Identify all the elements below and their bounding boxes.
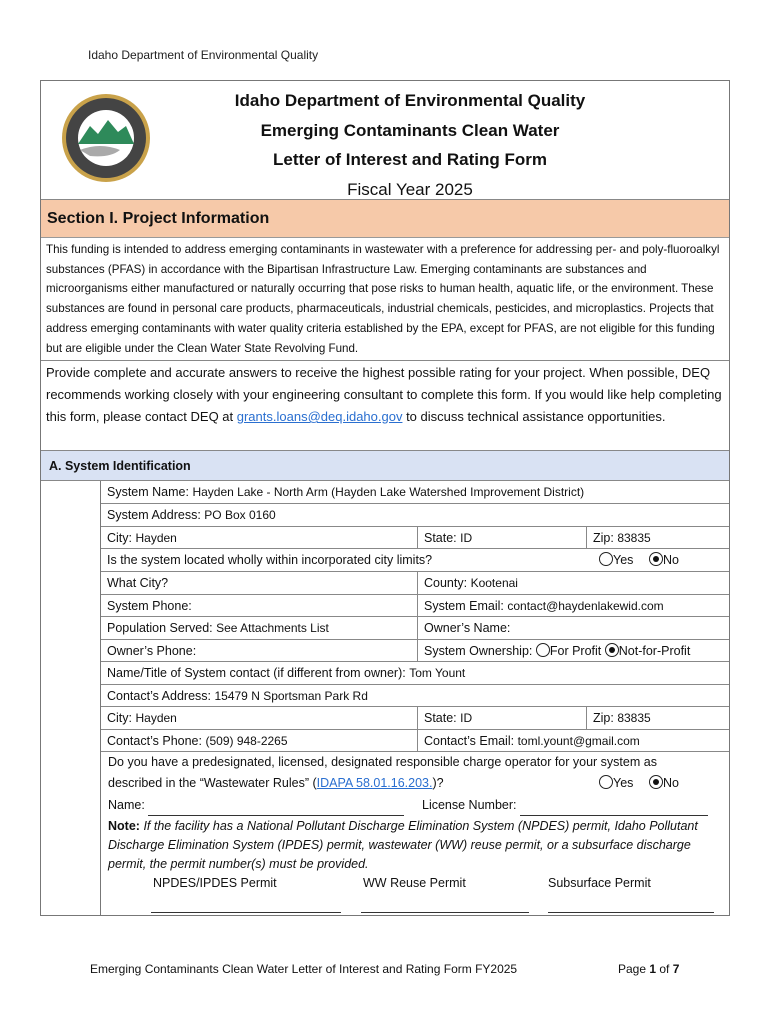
label: Population Served: bbox=[107, 621, 213, 635]
for-profit-radio[interactable] bbox=[536, 644, 601, 658]
label: System Ownership: bbox=[424, 644, 533, 658]
county-field[interactable]: Kootenai bbox=[470, 576, 518, 590]
section-a-header: A. System Identification bbox=[41, 450, 729, 481]
radio-icon[interactable] bbox=[599, 552, 613, 566]
contact-address-row bbox=[101, 685, 729, 707]
subsurface-permit-field[interactable] bbox=[548, 900, 714, 913]
owner-phone-field[interactable]: Owner’s Phone: bbox=[107, 644, 197, 658]
incorporated-yes-radio[interactable] bbox=[599, 549, 633, 571]
permit-note bbox=[108, 817, 728, 874]
label: )? bbox=[432, 776, 444, 790]
npdes-permit-field[interactable] bbox=[151, 900, 341, 913]
system-name-row bbox=[101, 481, 729, 504]
label: Page bbox=[618, 962, 650, 976]
label: Name: bbox=[108, 798, 145, 812]
page-number bbox=[618, 962, 679, 976]
label: City: bbox=[107, 711, 132, 725]
label: State: bbox=[424, 531, 457, 545]
label: Contact’s Email: bbox=[424, 734, 515, 748]
footer-title: Emerging Contaminants Clean Water Letter of Interest and Rating Form FY2025 bbox=[90, 962, 518, 976]
contact-city-field[interactable]: Hayden bbox=[135, 711, 177, 725]
label: of bbox=[656, 962, 673, 976]
label: Contact’s Phone: bbox=[107, 734, 202, 748]
radio-selected-icon[interactable] bbox=[649, 552, 663, 566]
license-number-field[interactable] bbox=[520, 803, 708, 816]
contact-name-field[interactable]: Tom Yount bbox=[409, 666, 466, 680]
divider bbox=[41, 360, 729, 361]
system-address-row bbox=[101, 504, 729, 527]
contact-phone-row bbox=[101, 730, 729, 752]
label: State: bbox=[424, 711, 457, 725]
system-name-field[interactable]: Hayden Lake - North Arm (Hayden Lake Watershed Improvement District) bbox=[192, 485, 585, 499]
operator-name-line bbox=[108, 795, 728, 816]
not-for-profit-radio[interactable] bbox=[605, 644, 691, 658]
population-field[interactable]: See Attachments List bbox=[216, 621, 329, 635]
label: No bbox=[663, 776, 679, 790]
deq-seal-logo bbox=[60, 92, 152, 184]
owner-phone-row bbox=[101, 640, 729, 662]
operator-no-radio[interactable] bbox=[649, 773, 679, 794]
instructions-text: Provide complete and accurate answers to receive the highest possible rating for your project. When possible, DEQ recommends working closely with your engineering consultant to complete this form. If you would like help completing this form, please contact DEQ at bbox=[46, 365, 722, 424]
title-line-1: Idaho Department of Environmental Quality bbox=[234, 91, 586, 110]
contact-name-row bbox=[101, 662, 729, 685]
total-pages: 7 bbox=[672, 962, 680, 976]
label: Yes bbox=[613, 776, 634, 790]
system-email-field[interactable]: contact@haydenlakewid.com bbox=[507, 599, 664, 613]
contact-zip-field[interactable]: 83835 bbox=[617, 711, 651, 725]
state-field[interactable]: ID bbox=[460, 531, 473, 545]
subsurface-permit-label: Subsurface Permit bbox=[548, 876, 651, 890]
label: County: bbox=[424, 576, 468, 590]
operator-question-line2 bbox=[108, 773, 728, 794]
radio-icon[interactable] bbox=[536, 643, 550, 657]
contact-phone-field[interactable]: (509) 948-2265 bbox=[205, 734, 288, 748]
fiscal-year: Fiscal Year 2025 bbox=[347, 179, 473, 199]
note-text: If the facility has a National Pollutant Discharge Elimination System (NPDES) permit, Idaho Pollutant Discharge Elimination System (IPDES) permit, wastewater (WW) reuse permit, or a subsurface discharge permit, the permit number(s) must be provided. bbox=[108, 819, 698, 871]
system-address-field[interactable]: PO Box 0160 bbox=[204, 508, 276, 522]
owner-name-field[interactable]: Owner’s Name: bbox=[424, 621, 511, 635]
label: No bbox=[663, 553, 679, 567]
population-row bbox=[101, 617, 729, 640]
label: described in the “Wastewater Rules” ( bbox=[108, 776, 317, 790]
operator-name-field[interactable] bbox=[148, 803, 404, 816]
what-city-field[interactable]: What City? bbox=[107, 576, 169, 590]
running-header: Idaho Department of Environmental Quality bbox=[88, 48, 319, 62]
idapa-link[interactable]: IDAPA 58.01.16.203. bbox=[316, 776, 433, 790]
system-phone-row bbox=[101, 595, 729, 617]
label: Yes bbox=[613, 553, 634, 567]
label: Not-for-Profit bbox=[618, 644, 691, 658]
ww-reuse-permit-field[interactable] bbox=[361, 900, 529, 913]
zip-field[interactable]: 83835 bbox=[617, 531, 651, 545]
form-title bbox=[180, 86, 640, 204]
city-field[interactable]: Hayden bbox=[135, 531, 177, 545]
label: Name/Title of System contact (if different from owner): bbox=[107, 666, 406, 680]
label: System Address: bbox=[107, 508, 201, 522]
contact-city-row bbox=[101, 707, 729, 730]
city-row bbox=[101, 527, 729, 549]
email-link[interactable]: grants.loans@deq.idaho.gov bbox=[236, 409, 403, 424]
label: System Name: bbox=[107, 485, 189, 499]
incorporated-no-radio[interactable] bbox=[649, 549, 679, 571]
label: License Number: bbox=[422, 798, 517, 812]
label: Zip: bbox=[593, 531, 614, 545]
title-line-3: Letter of Interest and Rating Form bbox=[273, 150, 547, 169]
current-page: 1 bbox=[649, 962, 657, 976]
what-city-row bbox=[101, 572, 729, 595]
operator-question bbox=[108, 752, 728, 773]
operator-yes-radio[interactable] bbox=[599, 773, 633, 794]
npdes-permit-label: NPDES/IPDES Permit bbox=[153, 876, 277, 890]
radio-selected-icon[interactable] bbox=[605, 643, 619, 657]
system-phone-field[interactable]: System Phone: bbox=[107, 599, 192, 613]
contact-email-field[interactable]: toml.yount@gmail.com bbox=[517, 734, 640, 748]
section-1-header: Section I. Project Information bbox=[41, 200, 729, 238]
contact-state-field[interactable]: ID bbox=[460, 711, 473, 725]
instructions-text-end: to discuss technical assistance opportunities. bbox=[402, 409, 666, 424]
intro-paragraph: This funding is intended to address emerging contaminants in wastewater with a preference for addressing per- and poly-fluoroalkyl substances (PFAS) in accordance with the Bipartisan Infrastructure Law. Emerging contaminants are substances and microorganisms either manufactured or naturally occurring that pose risks to human health, aquatic life, or the environment. These substances are found in personal care products, pharmaceuticals, industrial chemicals, pesticides, and microplastics. Projects that address emerging contaminants with water quality criteria established by the EPA, except for PFAS, are not eligible for this funding but are eligible under the Clean Water State Revolving Fund. bbox=[46, 243, 720, 355]
contact-address-field[interactable]: 15479 N Sportsman Park Rd bbox=[214, 689, 368, 703]
title-line-2: Emerging Contaminants Clean Water bbox=[260, 120, 560, 140]
note-label: Note: bbox=[108, 819, 140, 833]
label: Do you have a predesignated, licensed, designated responsible charge operator for your system as bbox=[108, 755, 657, 769]
instructions-paragraph bbox=[46, 362, 726, 428]
label: Is the system located wholly within incorporated city limits? bbox=[107, 553, 433, 567]
label: For Profit bbox=[549, 644, 602, 658]
label: Zip: bbox=[593, 711, 614, 725]
label: City: bbox=[107, 531, 132, 545]
radio-icon[interactable] bbox=[599, 775, 613, 789]
label: Contact’s Address: bbox=[107, 689, 211, 703]
incorporated-row bbox=[101, 549, 729, 572]
label: System Email: bbox=[424, 599, 504, 613]
ww-reuse-permit-label: WW Reuse Permit bbox=[363, 876, 466, 890]
radio-selected-icon[interactable] bbox=[649, 775, 663, 789]
